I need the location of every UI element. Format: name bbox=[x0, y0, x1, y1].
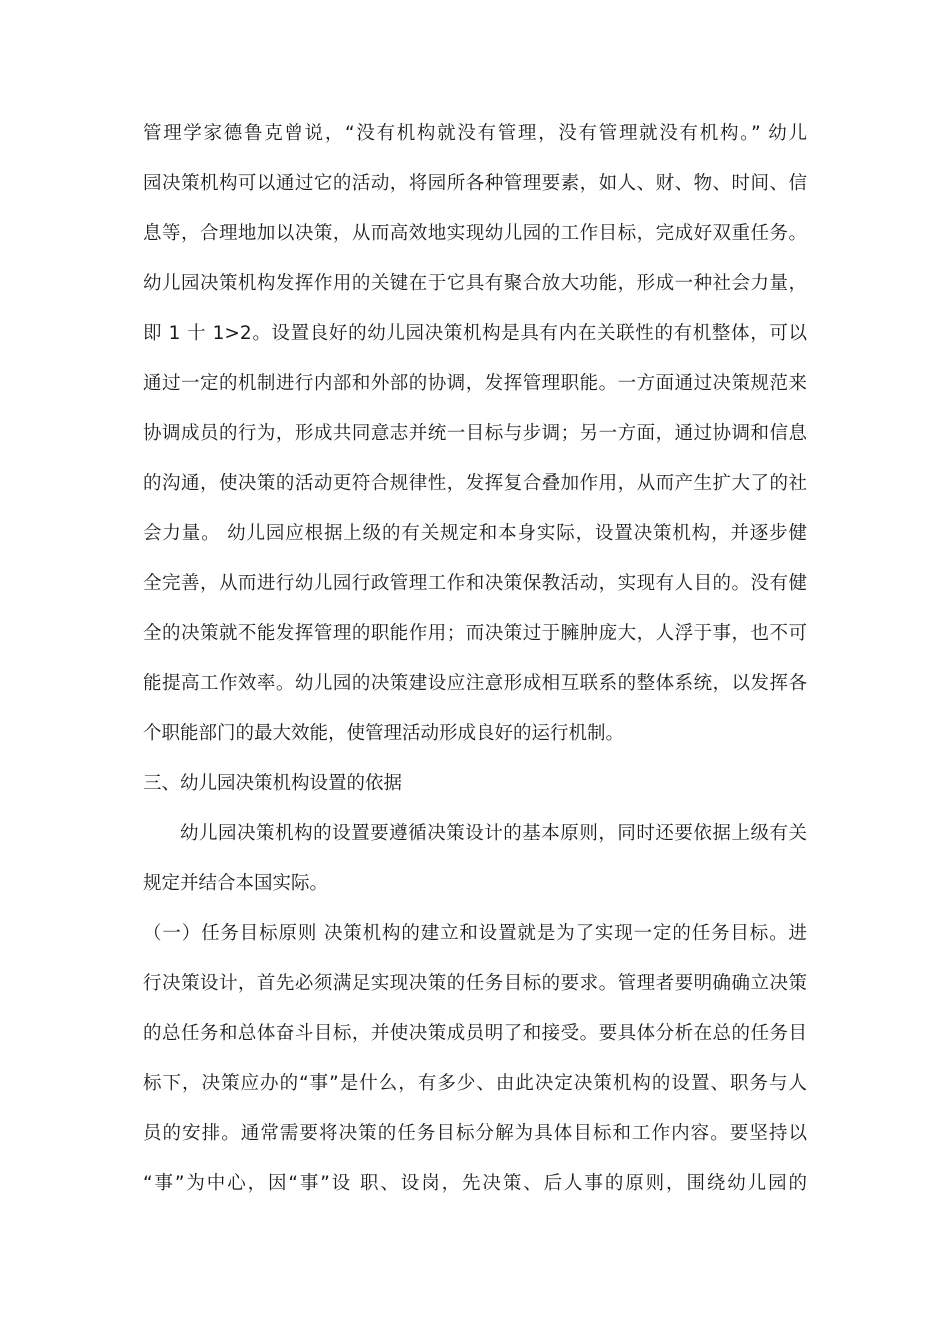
text-line: 全的决策就不能发挥管理的职能作用；而决策过于臃肿庞大，人浮于事，也不可 bbox=[143, 623, 807, 644]
text-line: 的沟通，使决策的活动更符合规律性，发挥复合叠加作用，从而产生扩大了的社 bbox=[143, 473, 807, 494]
text-line: 会力量。 幼儿园应根据上级的有关规定和本身实际，设置决策机构，并逐步健 bbox=[143, 523, 807, 544]
text-line: 规定并结合本国实际。 bbox=[143, 873, 329, 894]
text-line: 即 1 十 1>2。设置良好的幼儿园决策机构是具有内在关联性的有机整体，可以 bbox=[143, 323, 807, 344]
text-line: 个职能部门的最大效能，使管理活动形成良好的运行机制。 bbox=[143, 723, 625, 744]
text-line: 的总任务和总体奋斗目标，并使决策成员明了和接受。要具体分析在总的任务目 bbox=[143, 1023, 807, 1044]
text-line: “事”为中心，因“事”设 职、设岗，先决策、后人事的原则，围绕幼儿园的 bbox=[143, 1173, 807, 1194]
text-line: 通过一定的机制进行内部和外部的协调，发挥管理职能。一方面通过决策规范来 bbox=[143, 373, 807, 394]
text-line: 能提高工作效率。幼儿园的决策建设应注意形成相互联系的整体系统，以发挥各 bbox=[143, 673, 807, 694]
section-heading: 三、幼儿园决策机构设置的依据 bbox=[143, 773, 403, 794]
text-line: （一）任务目标原则 决策机构的建立和设置就是为了实现一定的任务目标。进 bbox=[143, 923, 807, 944]
text-line: 标下，决策应办的“事”是什么，有多少、由此决定决策机构的设置、职务与人 bbox=[143, 1073, 807, 1094]
text-line: 管理学家德鲁克曾说，“没有机构就没有管理，没有管理就没有机构。” 幼儿 bbox=[143, 123, 807, 144]
text-line: 员的安排。通常需要将决策的任务目标分解为具体目标和工作内容。要坚持以 bbox=[143, 1123, 807, 1144]
text-line: 幼儿园决策机构的设置要遵循决策设计的基本原则，同时还要依据上级有关 bbox=[180, 823, 807, 844]
text-line: 协调成员的行为，形成共同意志并统一目标与步调；另一方面，通过协调和信息 bbox=[143, 423, 807, 444]
text-line: 息等，合理地加以决策，从而高效地实现幼儿园的工作目标，完成好双重任务。 bbox=[143, 223, 807, 244]
text-line: 幼儿园决策机构发挥作用的关键在于它具有聚合放大功能，形成一种社会力量， bbox=[143, 273, 807, 294]
text-line: 园决策机构可以通过它的活动，将园所各种管理要素，如人、财、物、时间、信 bbox=[143, 173, 807, 194]
text-line: 全完善，从而进行幼儿园行政管理工作和决策保教活动，实现有人目的。没有健 bbox=[143, 573, 807, 594]
text-line: 行决策设计，首先必须满足实现决策的任务目标的要求。管理者要明确确立决策 bbox=[143, 973, 807, 994]
